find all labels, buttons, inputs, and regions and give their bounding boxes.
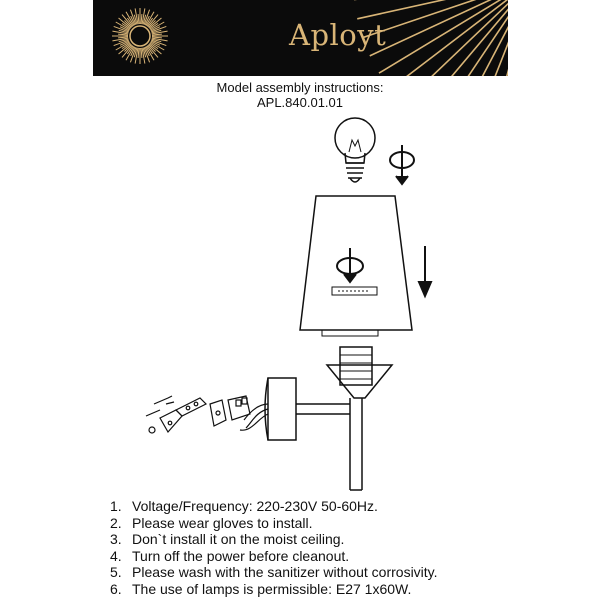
brand-logo: Aployt — [289, 18, 387, 52]
shade-icon — [300, 196, 412, 336]
list-item: 6. The use of lamps is permissible: E27 1x60W. — [110, 580, 412, 597]
wall-plate-icon — [265, 378, 296, 440]
bulb-icon — [335, 118, 375, 182]
rotate-arrow-icon — [390, 145, 414, 184]
list-item: 3. Don`t install it on the moist ceiling. — [110, 531, 345, 547]
instruction-list — [110, 498, 438, 597]
rotate-arrow-icon-shade — [337, 248, 363, 282]
list-item: 4. Turn off the power before cleanout. — [110, 547, 350, 564]
model-number: APL.840.01.01 — [256, 95, 344, 110]
list-item: 5. Please wash with the sanitizer without corrosivity. — [110, 564, 438, 580]
wires-icon — [240, 404, 268, 430]
page-title: Model assembly instructions: — [216, 80, 384, 95]
list-item: 2. Please wear gloves to install. — [110, 514, 313, 531]
socket-icon — [327, 347, 392, 490]
mounting-plate-icon — [210, 400, 226, 426]
list-item: 1. Voltage/Frequency: 220-230V 50-60Hz. — [110, 498, 378, 514]
down-arrow-icon — [419, 246, 431, 296]
screw-icon — [146, 396, 174, 433]
lamp-arm — [296, 404, 350, 414]
wall-bracket-icon — [160, 398, 206, 432]
